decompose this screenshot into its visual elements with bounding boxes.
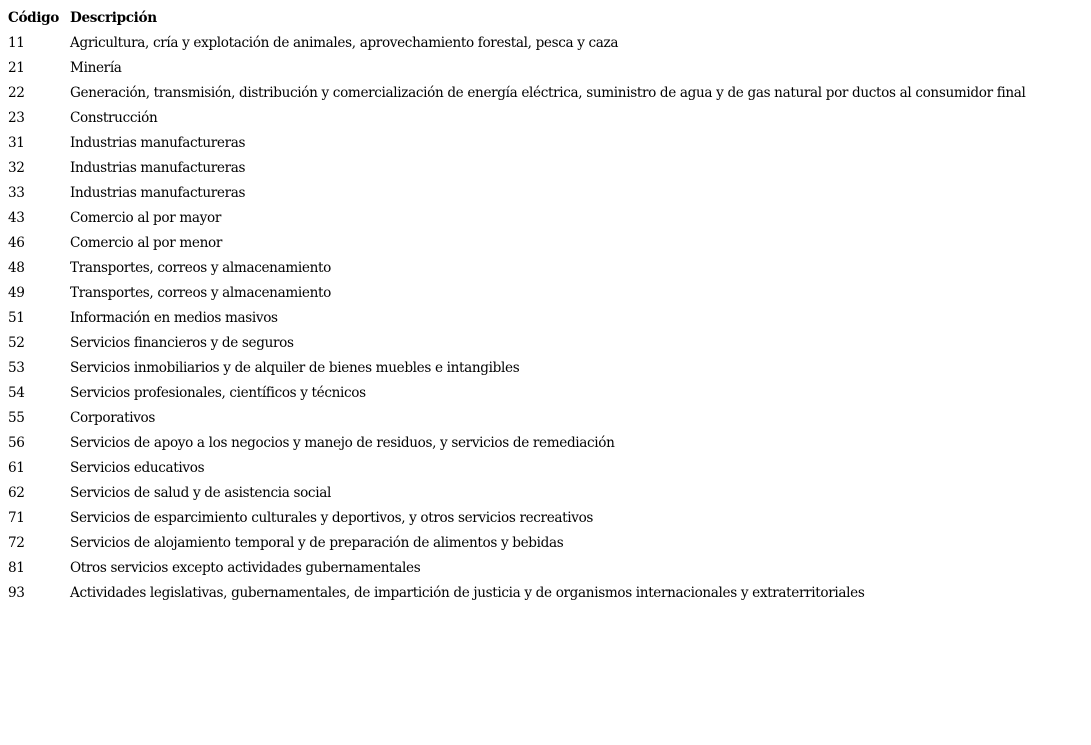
cell-code: 55: [8, 409, 25, 426]
cell-description: Agricultura, cría y explotación de animales, aprovechamiento forestal, pesca y caza: [70, 34, 619, 51]
table-row: [3, 30, 1029, 55]
cell-code: 23: [8, 109, 25, 126]
cell-code: 61: [8, 459, 25, 476]
cell-description: Servicios financieros y de seguros: [70, 334, 294, 351]
cell-code: 32: [8, 159, 25, 176]
table-row: [3, 130, 1029, 155]
column-header-code: Código: [8, 9, 60, 26]
cell-code: 51: [8, 309, 25, 326]
cell-code: 43: [8, 209, 25, 226]
cell-description: Industrias manufactureras: [70, 159, 246, 176]
table-row: [3, 480, 1029, 505]
table-row: [3, 55, 1029, 80]
table-row: [3, 505, 1029, 530]
header-row: [3, 5, 1029, 30]
table-body: [3, 30, 1029, 605]
cell-description: Actividades legislativas, gubernamentales, de impartición de justicia y de organismos internacionales y extraterritoriales: [70, 584, 865, 601]
table-row: [3, 580, 1029, 605]
table-row: [3, 555, 1029, 580]
cell-description: Servicios de apoyo a los negocios y manejo de residuos, y servicios de remediación: [70, 434, 615, 451]
cell-description: Servicios educativos: [70, 459, 205, 476]
cell-description: Servicios de alojamiento temporal y de preparación de alimentos y bebidas: [70, 534, 564, 551]
table-row: [3, 280, 1029, 305]
cell-description: Generación, transmisión, distribución y comercialización de energía eléctrica, suministro de agua y de gas natural por ductos al consumidor final: [70, 84, 1026, 101]
cell-description: Construcción: [70, 109, 158, 126]
cell-code: 62: [8, 484, 25, 501]
table-row: [3, 455, 1029, 480]
cell-description: Información en medios masivos: [70, 309, 278, 326]
table-row: [3, 305, 1029, 330]
cell-description: Servicios profesionales, científicos y técnicos: [70, 384, 366, 401]
table-header: [3, 5, 1029, 30]
table-row: [3, 380, 1029, 405]
cell-code: 22: [8, 84, 25, 101]
table-row: [3, 155, 1029, 180]
cell-description: Servicios inmobiliarios y de alquiler de bienes muebles e intangibles: [70, 359, 520, 376]
cell-code: 81: [8, 559, 25, 576]
cell-code: 54: [8, 384, 25, 401]
table-row: [3, 230, 1029, 255]
cell-code: 46: [8, 234, 25, 251]
table-row: [3, 255, 1029, 280]
cell-description: Otros servicios excepto actividades gubernamentales: [70, 559, 421, 576]
cell-description: Comercio al por menor: [70, 234, 222, 251]
cell-description: Minería: [70, 59, 122, 76]
cell-code: 53: [8, 359, 25, 376]
cell-code: 93: [8, 584, 25, 601]
cell-description: Transportes, correos y almacenamiento: [70, 259, 331, 276]
table-row: [3, 405, 1029, 430]
cell-code: 56: [8, 434, 25, 451]
sector-code-table: [3, 5, 1029, 605]
table-row: [3, 180, 1029, 205]
cell-description: Servicios de esparcimiento culturales y deportivos, y otros servicios recreativos: [70, 509, 594, 526]
column-header-description: Descripción: [70, 9, 157, 26]
cell-description: Transportes, correos y almacenamiento: [70, 284, 331, 301]
cell-code: 52: [8, 334, 25, 351]
cell-code: 71: [8, 509, 25, 526]
cell-code: 11: [8, 34, 25, 51]
cell-code: 21: [8, 59, 25, 76]
cell-code: 48: [8, 259, 25, 276]
cell-code: 31: [8, 134, 25, 151]
table-row: [3, 530, 1029, 555]
table-row: [3, 430, 1029, 455]
cell-description: Industrias manufactureras: [70, 184, 246, 201]
table-row: [3, 355, 1029, 380]
cell-code: 33: [8, 184, 25, 201]
cell-description: Corporativos: [70, 409, 156, 426]
table-row: [3, 105, 1029, 130]
cell-description: Servicios de salud y de asistencia social: [70, 484, 331, 501]
table-row: [3, 205, 1029, 230]
table-row: [3, 80, 1029, 105]
cell-code: 49: [8, 284, 25, 301]
cell-description: Comercio al por mayor: [70, 209, 221, 226]
table-row: [3, 330, 1029, 355]
cell-description: Industrias manufactureras: [70, 134, 246, 151]
cell-code: 72: [8, 534, 25, 551]
